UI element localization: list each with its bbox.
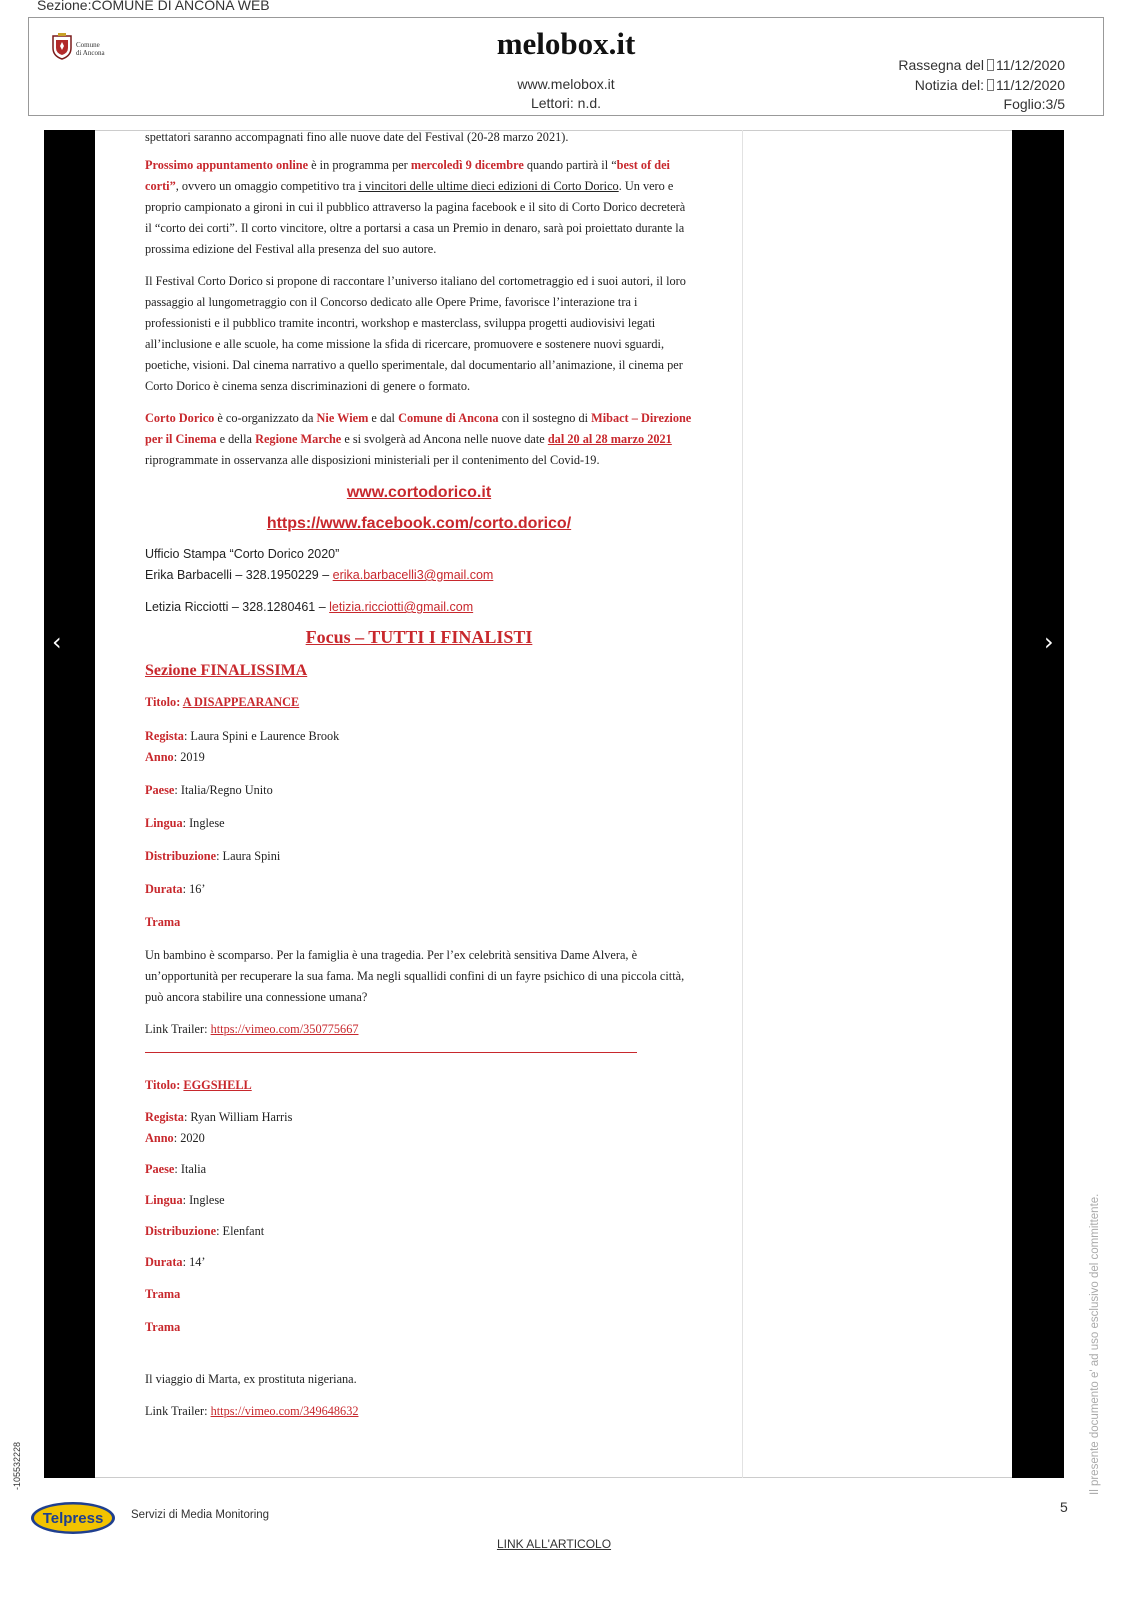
film1-plot: Un bambino è scomparso. Per la famiglia è una tragedia. Per l’ex celebrità sensitiva Dame Alvera, è un’opportunità per recuperare la sua fama. Ma negli squallidi confini di un fayre psichico di una piccola città, può ancora stabilire una connessione umana?: [145, 948, 685, 1004]
film2-language: [145, 1190, 693, 1211]
paragraph-organizers: [145, 408, 693, 471]
film-title-value: EGGSHELL: [183, 1078, 252, 1092]
text: e dal: [368, 411, 399, 425]
paragraph-best-of: [145, 155, 693, 260]
label: Anno: [145, 1131, 174, 1145]
film2-distribution: [145, 1221, 693, 1242]
rassegna-label: Rassegna del: [898, 57, 984, 73]
film1-year: [145, 747, 693, 768]
text: è in programma per: [308, 158, 411, 172]
film2-year: [145, 1128, 693, 1149]
separator-line: [145, 1052, 637, 1053]
notizia-date: 11/12/2020: [995, 76, 1065, 93]
box-glyph: [987, 79, 994, 91]
label: Durata: [145, 882, 183, 896]
focus-heading: Focus – TUTTI I FINALISTI: [305, 627, 533, 647]
value: : Inglese: [182, 816, 225, 830]
value: : 2019: [173, 750, 205, 764]
facebook-link[interactable]: https://www.facebook.com/corto.dorico/: [266, 515, 572, 532]
film-title-value: A DISAPPEARANCE: [182, 695, 300, 709]
highlight: Regione Marche: [255, 432, 342, 446]
usage-disclaimer: Il presente documento e' ad uso esclusivo del committente.: [1089, 1193, 1101, 1495]
next-arrow-icon[interactable]: ›: [1044, 628, 1054, 656]
label: Paese: [145, 783, 175, 797]
value: : Ryan William Harris: [183, 1110, 293, 1124]
publication-url: www.melobox.it: [517, 76, 615, 92]
film1-distribution: [145, 846, 693, 867]
telpress-logo: [29, 1500, 117, 1536]
film2-plot-label: Trama: [145, 1287, 181, 1301]
value: : 14’: [182, 1255, 206, 1269]
value: : Italia/Regno Unito: [174, 783, 273, 797]
highlight: Mibact – Direzione per il Cinema: [145, 411, 692, 446]
logo-line-1: Comune: [76, 41, 100, 49]
label: Paese: [145, 1162, 175, 1176]
label: Link Trailer:: [145, 1022, 211, 1036]
text: e si svolgerà ad Ancona nelle nuove date: [341, 432, 548, 446]
label: Titolo: [145, 1078, 177, 1092]
value: : 16’: [182, 882, 206, 896]
label: Lingua: [145, 1193, 183, 1207]
paragraph-festival: Il Festival Corto Dorico si propone di raccontare l’universo italiano del cortometraggio ed i suoi autori, il loro passaggio al lungometraggio con il Concorso dedicato alle Opere Prime, favorisce l’interazione tra i professionisti e il pubblico tramite incontri, workshop e masterclass, sviluppa progetti audiovisivi legati all’inclusione e alle scuole, ha come missione la sfida di ricercare, promuovere e sostenere nuovi sguardi, poetiche, visioni. Dal cinema narrativo a quello sperimentale, dal documentario all’animazione, il cinema per Corto Dorico è cinema senza discriminazioni di genere o formato.: [145, 274, 686, 393]
label: Anno: [145, 750, 174, 764]
value: : Laura Spini: [216, 849, 281, 863]
label: Distribuzione: [145, 849, 217, 863]
film1-trailer: [145, 1019, 693, 1040]
highlight: Nie Wiem: [316, 411, 369, 425]
section-label: Sezione:COMUNE DI ANCONA WEB: [37, 0, 270, 13]
box-glyph: [987, 59, 994, 71]
film1-plot-label: Trama: [145, 915, 181, 929]
film2-plot-label-repeat: Trama: [145, 1320, 181, 1334]
article-body: [145, 127, 693, 1422]
email-link[interactable]: letizia.ricciotti@gmail.com: [329, 600, 474, 614]
foglio: Foglio:3/5: [1003, 96, 1065, 112]
document-id: -105532228: [12, 1441, 22, 1490]
contact-letizia: [145, 597, 693, 618]
trailer-link[interactable]: https://vimeo.com/350775667: [210, 1022, 359, 1036]
highlight: Comune di Ancona: [398, 411, 499, 425]
value: : Elenfant: [216, 1224, 265, 1238]
text: , ovvero un omaggio competitivo tra: [175, 179, 359, 193]
film1-director: [145, 726, 693, 747]
value: : Inglese: [182, 1193, 225, 1207]
film2-country: [145, 1159, 693, 1180]
highlight: mercoledì 9 dicembre: [410, 158, 524, 172]
text: . Un vero e proprio campionato a gironi in cui il pubblico attraverso la pagina facebook e il sito di Corto Dorico decreterà il “corto dei corti”. Il corto vincitore, oltre a portarsi a casa un Premio in denaro, sarà poi proiettato durante la prossima edizione del Festival alla presenza del suo autore.: [145, 179, 686, 256]
film2-title: Titolo: EGGSHELL: [145, 1078, 252, 1092]
text: con il sostegno di: [498, 411, 592, 425]
publication-title: melobox.it: [496, 26, 636, 61]
paragraph-intro: spettatori saranno accompagnati fino alle nuove date del Festival (20-28 marzo 2021).: [145, 130, 569, 144]
film1-title: Titolo: A DISAPPEARANCE: [145, 695, 300, 709]
press-metadata: [898, 56, 1065, 115]
label: Titolo: [145, 695, 177, 709]
prev-arrow-icon[interactable]: ‹: [52, 628, 62, 656]
contact-name: Erika Barbacelli – 328.1950229 –: [145, 568, 333, 582]
page-number: 5: [1060, 1499, 1068, 1515]
film1-duration: [145, 879, 693, 900]
value: : Italia: [174, 1162, 207, 1176]
rassegna-date: 11/12/2020: [995, 57, 1065, 73]
corto-dorico-site-link[interactable]: www.cortodorico.it: [346, 484, 492, 501]
viewer-left-bar: [44, 130, 95, 1478]
text: riprogrammate in osservanza alle disposizioni ministeriali per il contenimento del Covid-19.: [145, 453, 600, 467]
highlight: Prossimo appuntamento online: [145, 158, 309, 172]
column-divider: [742, 130, 743, 1478]
underlined-text: i vincitori delle ultime dieci edizioni di Corto Dorico: [358, 179, 619, 193]
film1-language: [145, 813, 693, 834]
label: Regista: [145, 1110, 184, 1124]
press-office: Ufficio Stampa “Corto Dorico 2020”: [145, 547, 340, 561]
readers-count: Lettori: n.d.: [530, 95, 602, 111]
film2-trailer: [145, 1401, 693, 1422]
text: e della: [216, 432, 256, 446]
notizia-label: Notizia del:: [914, 76, 984, 93]
article-link[interactable]: LINK ALL'ARTICOLO: [496, 1537, 612, 1551]
press-header: [28, 17, 1104, 116]
label: Regista: [145, 729, 184, 743]
film2-plot: Il viaggio di Marta, ex prostituta nigeriana.: [145, 1372, 357, 1386]
film2-duration: [145, 1252, 693, 1273]
label: Lingua: [145, 816, 183, 830]
highlight: best of dei corti”: [145, 158, 670, 193]
text: quando partirà il “: [523, 158, 617, 172]
value: : 2020: [173, 1131, 205, 1145]
logo-line-2: di Ancona: [76, 49, 105, 57]
contact-erika: [145, 565, 693, 586]
label: Distribuzione: [145, 1224, 217, 1238]
value: : Laura Spini e Laurence Brook: [183, 729, 340, 743]
film2-director: [145, 1107, 693, 1128]
label: Durata: [145, 1255, 183, 1269]
telpress-tagline: Servizi di Media Monitoring: [131, 1509, 270, 1521]
svg-text:Telpress: Telpress: [42, 1510, 104, 1527]
section-heading: Sezione FINALISSIMA: [145, 662, 308, 679]
contact-name: Letizia Ricciotti – 328.1280461 –: [145, 600, 330, 614]
highlight: Corto Dorico: [145, 411, 215, 425]
highlight: dal 20 al 28 marzo 2021: [547, 432, 672, 446]
viewer-right-bar: [1012, 130, 1064, 1478]
film1-country: [145, 780, 693, 801]
label: Link Trailer:: [145, 1404, 211, 1418]
text: è co-organizzato da: [214, 411, 317, 425]
email-link[interactable]: erika.barbacelli3@gmail.com: [332, 568, 494, 582]
trailer-link[interactable]: https://vimeo.com/349648632: [210, 1404, 359, 1418]
